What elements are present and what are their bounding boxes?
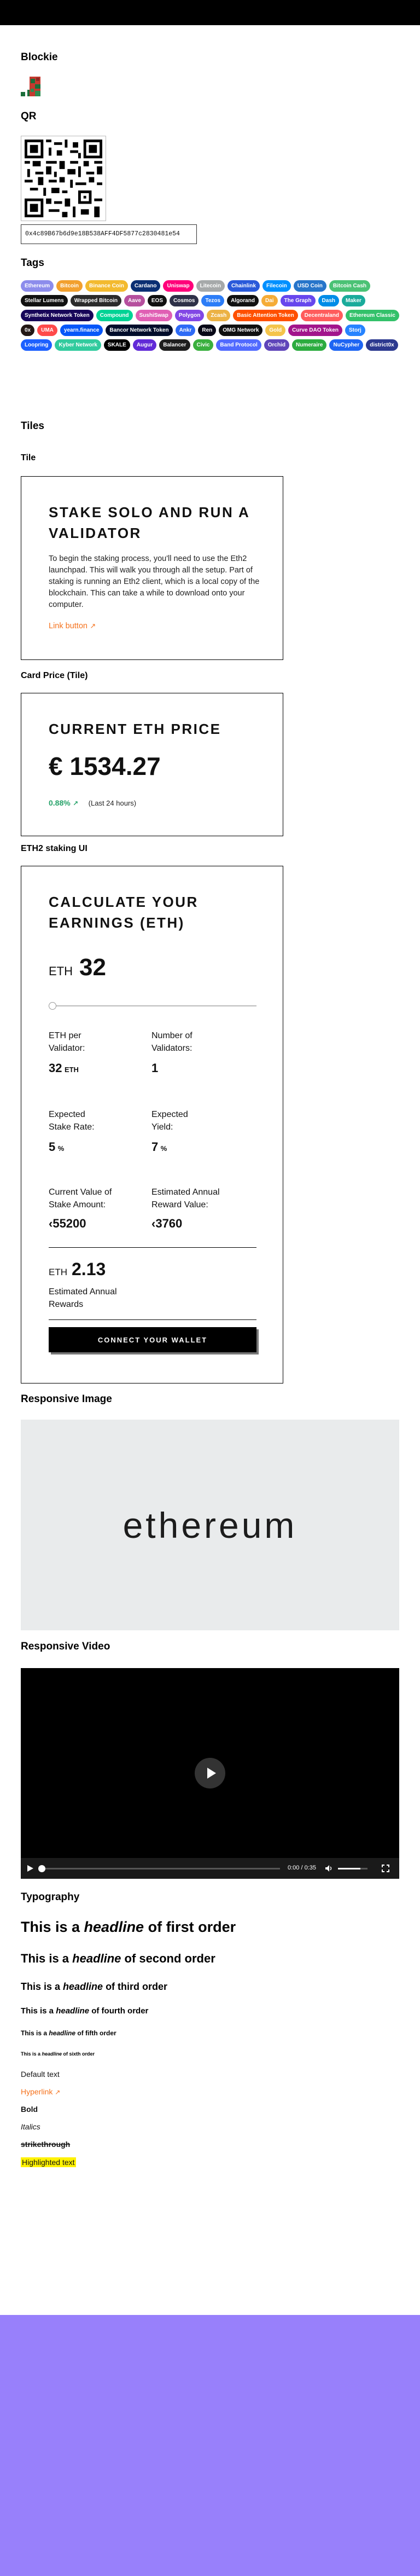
headline-4-pre: This is a xyxy=(21,2006,56,2016)
tag[interactable]: Algorand xyxy=(227,295,259,306)
number-of-validators xyxy=(151,1029,192,1075)
connect-wallet-button[interactable]: CONNECT YOUR WALLET xyxy=(49,1327,256,1352)
tag[interactable]: Loopring xyxy=(21,339,52,351)
link-button-label: Link button xyxy=(49,622,88,630)
tag[interactable]: Ren xyxy=(198,325,216,336)
video-player[interactable] xyxy=(21,1668,399,1879)
video-controls xyxy=(21,1858,399,1879)
eth-per-validator-unit: ETH xyxy=(64,1066,79,1074)
current-value-label-2: Stake Amount: xyxy=(49,1200,106,1209)
tag[interactable]: Bitcoin Cash xyxy=(329,280,370,292)
current-value-amount: 55200 xyxy=(52,1217,86,1230)
expected-yield xyxy=(151,1108,188,1154)
tag[interactable]: OMG Network xyxy=(219,325,262,336)
tag[interactable]: Maker xyxy=(342,295,365,306)
tag[interactable]: yearn.finance xyxy=(60,325,103,336)
yield-unit: % xyxy=(160,1144,167,1153)
headline-1 xyxy=(21,1919,236,1936)
tiles-heading: Tiles xyxy=(21,420,44,432)
total-eth-label: ETH xyxy=(49,1267,67,1277)
currency-symbol: ‹ xyxy=(151,1217,156,1230)
stake-rate-label-2: Stake Rate: xyxy=(49,1122,95,1132)
headline-3 xyxy=(21,1981,167,1993)
headline-1-em: headline xyxy=(84,1919,144,1935)
big-play-button[interactable] xyxy=(195,1758,225,1788)
headline-3-post: of third order xyxy=(103,1981,168,1992)
headline-4-em: headline xyxy=(56,2006,90,2016)
tag[interactable]: Chainlink xyxy=(228,280,260,292)
italic-text: Italics xyxy=(21,2122,40,2131)
tag[interactable]: Orchid xyxy=(264,339,289,351)
tag[interactable]: Bitcoin xyxy=(56,280,83,292)
yield-label-1: Expected xyxy=(151,1110,188,1119)
volume-icon[interactable] xyxy=(325,1865,334,1872)
total-eth-value: 2.13 xyxy=(72,1259,106,1279)
arrow-up-right-icon: ↗ xyxy=(73,800,79,807)
tag[interactable]: Decentraland xyxy=(301,310,343,321)
annual-reward-value xyxy=(151,1186,220,1231)
rewards-label-1: Estimated Annual xyxy=(49,1287,117,1296)
eth-amount-value[interactable]: 32 xyxy=(79,954,106,981)
eth-per-validator xyxy=(49,1029,85,1075)
tag[interactable]: Kyber Network xyxy=(55,339,101,351)
responsive-image-heading: Responsive Image xyxy=(21,1393,112,1405)
expected-stake-rate xyxy=(49,1108,95,1154)
headline-1-pre: This is a xyxy=(21,1919,84,1935)
headline-2 xyxy=(21,1952,215,1966)
bold-text: Bold xyxy=(21,2105,38,2114)
tag[interactable]: Basic Attention Token xyxy=(233,310,298,321)
headline-4 xyxy=(21,2006,148,2016)
current-stake-value xyxy=(49,1186,112,1231)
annual-reward-label-2: Reward Value: xyxy=(151,1200,208,1209)
tag[interactable]: 0x xyxy=(21,325,34,336)
tag[interactable]: The Graph xyxy=(281,295,316,306)
eth-price-tile xyxy=(21,693,283,836)
headline-4-post: of fourth order xyxy=(89,2006,149,2016)
headline-1-post: of first order xyxy=(144,1919,236,1935)
num-validators-label-2: Validators: xyxy=(151,1044,192,1053)
video-progress-bar[interactable] xyxy=(39,1868,280,1869)
tag[interactable]: Cosmos xyxy=(170,295,199,306)
tag[interactable]: Binance Coin xyxy=(85,280,128,292)
arrow-up-right-icon: ↗ xyxy=(55,2088,61,2096)
headline-5-pre: This is a xyxy=(21,2029,49,2037)
responsive-video-heading: Responsive Video xyxy=(21,1641,110,1652)
tag[interactable]: UMA xyxy=(37,325,57,336)
tag[interactable]: Balancer xyxy=(159,339,190,351)
tag[interactable]: Compound xyxy=(96,310,133,321)
tag[interactable]: Dai xyxy=(261,295,278,306)
rewards-caption xyxy=(49,1286,117,1311)
top-bar xyxy=(0,0,420,25)
typography-heading: Typography xyxy=(21,1891,80,1903)
num-validators-label-1: Number of xyxy=(151,1031,192,1040)
hyperlink-label: Hyperlink xyxy=(21,2087,53,2096)
tag[interactable]: Storj xyxy=(345,325,365,336)
tag[interactable]: Bancor Network Token xyxy=(106,325,172,336)
tag[interactable]: EOS xyxy=(148,295,167,306)
volume-fill xyxy=(338,1868,360,1869)
eth-label: ETH xyxy=(49,964,73,978)
tag[interactable]: Augur xyxy=(133,339,156,351)
slider-track xyxy=(49,1005,256,1006)
qr-code xyxy=(21,136,106,221)
headline-6-post: of sixth order xyxy=(62,2051,95,2057)
default-text: Default text xyxy=(21,2070,60,2079)
headline-5 xyxy=(21,2029,116,2037)
volume-slider[interactable] xyxy=(338,1868,368,1869)
num-validators-value: 1 xyxy=(151,1061,159,1075)
price-change-percent: 0.88% xyxy=(49,798,71,807)
tag[interactable]: Aave xyxy=(124,295,145,306)
arrow-up-right-icon: ↗ xyxy=(90,622,96,630)
stake-rate-value: 5 xyxy=(49,1140,56,1154)
currency-symbol: ‹ xyxy=(49,1217,53,1230)
tag[interactable]: Band Protocol xyxy=(216,339,261,351)
eth-per-validator-label-2: Validator: xyxy=(49,1044,85,1053)
blockie-heading: Blockie xyxy=(21,51,58,63)
price-subheading: Card Price (Tile) xyxy=(21,671,88,680)
price-amount: 1534.27 xyxy=(69,752,161,780)
tag[interactable]: Zcash xyxy=(207,310,230,321)
tile-body: To begin the staking process, you'll need to use the Eth2 launchpad. This will walk you through all the setup. Part of staking is running an Eth2 client, which is a local copy of the blockchain. This can take a while to download onto your computer. xyxy=(49,554,260,609)
tag[interactable]: Ankr xyxy=(176,325,196,336)
tags-heading: Tags xyxy=(21,257,44,269)
headline-2-post: of second order xyxy=(121,1952,215,1965)
highlighted-text: Highlighted text xyxy=(22,2158,75,2167)
tag[interactable]: Wrapped Bitcoin xyxy=(71,295,121,306)
headline-2-em: headline xyxy=(72,1952,121,1965)
tag[interactable]: USD Coin xyxy=(294,280,326,292)
annual-reward-label-1: Estimated Annual xyxy=(151,1188,220,1197)
tag[interactable]: Polygon xyxy=(175,310,204,321)
link-button[interactable] xyxy=(49,621,96,631)
headline-3-em: headline xyxy=(63,1981,103,1992)
tag[interactable]: NuCypher xyxy=(329,339,363,351)
tag[interactable]: Civic xyxy=(193,339,214,351)
tag[interactable]: Ethereum Classic xyxy=(346,310,399,321)
price-period: (Last 24 hours) xyxy=(88,799,137,807)
headline-2-pre: This is a xyxy=(21,1952,73,1965)
qr-code-icon xyxy=(25,140,102,217)
tag[interactable]: Uniswap xyxy=(163,280,193,292)
video-progress-thumb[interactable] xyxy=(38,1865,45,1872)
stake-solo-tile xyxy=(21,476,283,660)
price-title: CURRENT ETH PRICE xyxy=(49,721,221,737)
headline-5-post: of fifth order xyxy=(75,2029,116,2037)
tag[interactable]: Stellar Lumens xyxy=(21,295,68,306)
tag[interactable]: Synthetix Network Token xyxy=(21,310,94,321)
stake-rate-unit: % xyxy=(57,1144,65,1153)
yield-label-2: Yield: xyxy=(151,1122,173,1132)
currency-symbol: € xyxy=(49,752,63,780)
current-value-label-1: Current Value of xyxy=(49,1188,112,1197)
yield-value: 7 xyxy=(151,1140,159,1154)
stake-rate-label-1: Expected xyxy=(49,1110,85,1119)
divider xyxy=(49,1319,256,1320)
estimated-annual-rewards xyxy=(49,1259,106,1280)
divider xyxy=(49,1247,256,1248)
headline-3-pre: This is a xyxy=(21,1981,63,1992)
tag[interactable]: Cardano xyxy=(131,280,161,292)
staking-calculator xyxy=(21,866,283,1383)
annual-reward-amount: 3760 xyxy=(155,1217,183,1230)
video-time: 0:00 / 0:35 xyxy=(288,1865,316,1871)
play-icon[interactable] xyxy=(26,1865,34,1872)
tile-title: STAKE SOLO AND RUN A VALIDATOR xyxy=(49,504,250,541)
hyperlink[interactable] xyxy=(21,2087,60,2096)
tag[interactable]: Tezos xyxy=(201,295,224,306)
eth-amount xyxy=(49,954,106,981)
blockie-avatar xyxy=(21,77,40,96)
tag[interactable]: Numeraire xyxy=(292,339,326,351)
slider-thumb[interactable] xyxy=(49,1002,56,1010)
staking-title: CALCULATE YOUR EARNINGS (ETH) xyxy=(49,894,199,931)
headline-6 xyxy=(21,2051,95,2057)
footer xyxy=(0,2315,420,2576)
tag[interactable]: Curve DAO Token xyxy=(288,325,342,336)
play-icon xyxy=(195,1758,225,1788)
responsive-image xyxy=(21,1420,399,1630)
fullscreen-icon[interactable] xyxy=(382,1865,389,1872)
tag[interactable]: SushiSwap xyxy=(136,310,172,321)
headline-6-em: headline xyxy=(42,2051,62,2057)
price-change xyxy=(49,798,136,808)
strikethrough-text: strikethrough xyxy=(21,2140,71,2149)
price-value xyxy=(49,751,161,781)
tag[interactable]: Ethereum xyxy=(21,280,54,292)
tag[interactable]: SKALE xyxy=(104,339,130,351)
tile-subheading: Tile xyxy=(21,453,36,462)
stake-slider[interactable] xyxy=(49,1002,256,1010)
headline-5-em: headline xyxy=(49,2029,76,2037)
headline-6-pre: This is a xyxy=(21,2051,42,2057)
tag[interactable]: district0x xyxy=(366,339,398,351)
tag-list xyxy=(21,280,399,351)
address-field[interactable]: 0x4c89B67b6d9e18B538AFF4DF5877c2830481e54 xyxy=(21,224,197,244)
tag[interactable]: Gold xyxy=(265,325,285,336)
rewards-label-2: Rewards xyxy=(49,1300,84,1309)
tag[interactable]: Filecoin xyxy=(262,280,291,292)
eth-per-validator-label-1: ETH per xyxy=(49,1031,81,1040)
tag[interactable]: Dash xyxy=(318,295,339,306)
tag[interactable]: Litecoin xyxy=(196,280,225,292)
ethereum-wordmark: ethereum xyxy=(122,1504,298,1545)
eth-per-validator-value: 32 xyxy=(49,1061,62,1075)
staking-subheading: ETH2 staking UI xyxy=(21,844,88,853)
qr-heading: QR xyxy=(21,111,37,122)
